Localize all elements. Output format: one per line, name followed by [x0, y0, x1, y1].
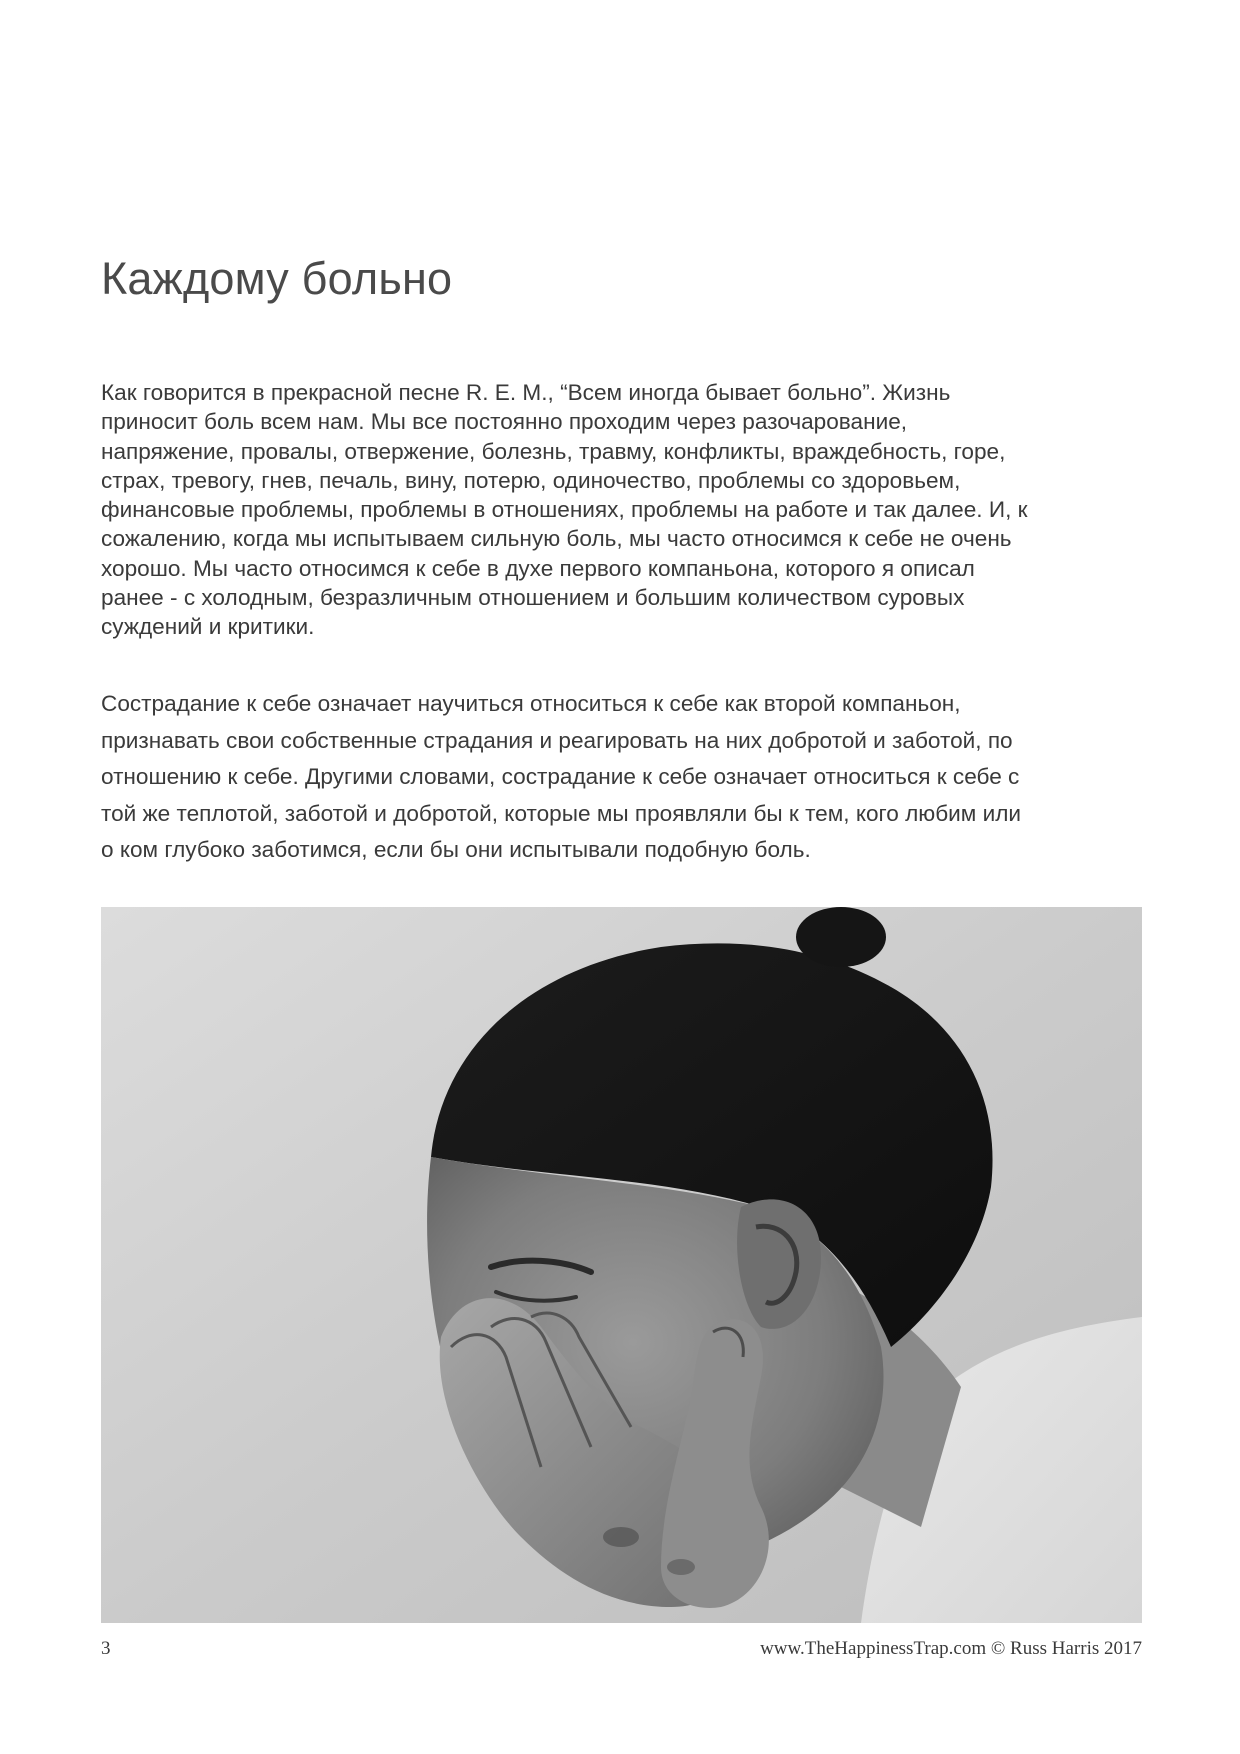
paragraph-line: суждений и критики. — [101, 614, 315, 640]
paragraph-line: хорошо. Мы часто относимся к себе в духе первого компаньона, которого я описал — [101, 555, 975, 581]
photo-crying-woman — [101, 907, 1142, 1623]
paragraph-line: о ком глубоко заботимся, если бы они испытывали подобную боль. — [101, 837, 811, 862]
page-number: 3 — [101, 1638, 111, 1659]
paragraph-2 — [101, 686, 1141, 869]
paragraph-line: признавать свои собственные страдания и реагировать на них добротой и заботой, по — [101, 727, 1013, 753]
paragraph-line: приносит боль всем нам. Мы все постоянно проходим через разочарование, — [101, 409, 908, 435]
paragraph-line: той же теплотой, заботой и добротой, которые мы проявляли бы к тем, кого любим или — [101, 800, 1022, 826]
paragraph-line: ранее - с холодным, безразличным отношением и большим количеством суровых — [101, 585, 965, 611]
photo-illustration — [101, 907, 1142, 1623]
paragraph-line: Как говорится в прекрасной песне R. E. M., “Всем иногда бывает больно”. Жизнь — [101, 380, 951, 405]
paragraph-1 — [101, 378, 1141, 642]
paragraph-line: напряжение, провалы, отвержение, болезнь, травму, конфликты, враждебность, горе, — [101, 438, 1006, 464]
paragraph-line: сожалению, когда мы испытываем сильную боль, мы часто относимся к себе не очень — [101, 526, 1012, 552]
paragraph-line: Сострадание к себе означает научиться относиться к себе как второй компаньон, — [101, 691, 961, 716]
paragraph-line: финансовые проблемы, проблемы в отношениях, проблемы на работе и так далее. И, к — [101, 497, 1028, 523]
footer-copyright: www.TheHappinessTrap.com © Russ Harris 2017 — [760, 1638, 1142, 1659]
paragraph-line: страх, тревогу, гнев, печаль, вину, потерю, одиночество, проблемы со здоровьем, — [101, 467, 961, 493]
paragraph-line: отношению к себе. Другими словами, сострадание к себе означает относиться к себе с — [101, 764, 1020, 789]
page-title: Каждому больно — [101, 253, 453, 304]
